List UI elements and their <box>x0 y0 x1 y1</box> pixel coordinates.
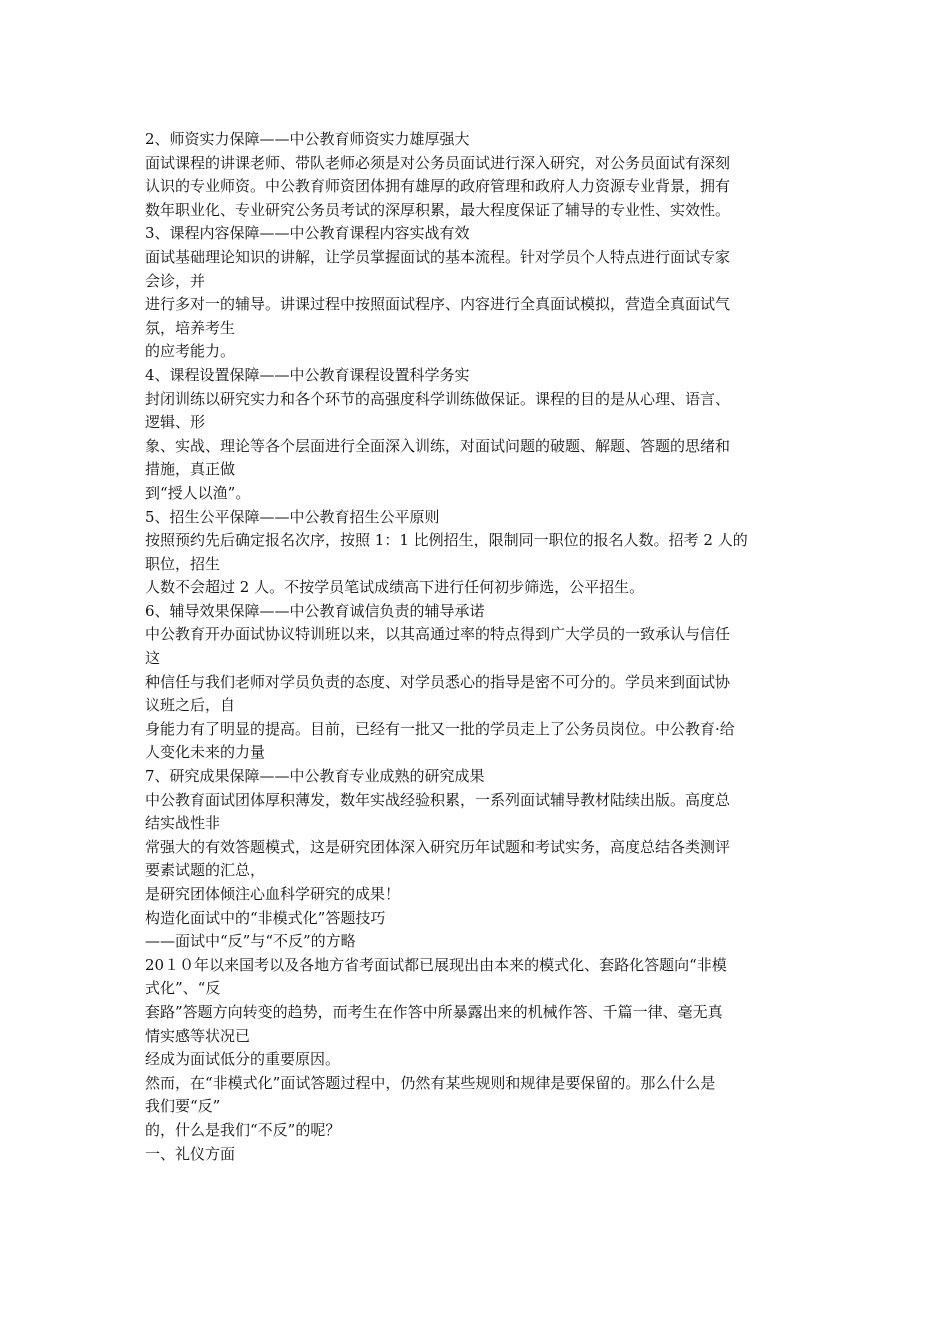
text-line: 经成为面试低分的重要原因。 <box>145 1050 341 1069</box>
text-line: 进行多对一的辅导。讲课过程中按照面试程序、内容进行全真面试模拟，营造全真面试气 <box>145 295 731 314</box>
text-line: ——面试中“反”与“不反”的方略 <box>145 932 356 951</box>
text-line: 的应考能力。 <box>145 342 236 361</box>
text-line: 2、师资实力保障——中公教育师资实力雄厚强大 <box>145 130 470 148</box>
text-line: 象、实战、理论等各个层面进行全面深入训练，对面试问题的破题、解题、答题的思绪和 <box>145 436 731 455</box>
text-line: 身能力有了明显的提高。目前，已经有一批又一批的学员走上了公务员岗位。中公教育·给 <box>145 719 735 738</box>
text-line: 5、招生公平保障——中公教育招生公平原则 <box>145 507 440 526</box>
text-line: 措施，真正做 <box>145 460 236 479</box>
text-line: 氛，培养考生 <box>145 318 236 337</box>
text-line: 封闭训练以研究实力和各个环节的高强度科学训练做保证。课程的目的是从心理、语言、 <box>145 389 731 408</box>
text-line: 议班之后，自 <box>145 696 236 715</box>
text-line: 式化”、“反 <box>145 979 221 998</box>
text-line: 面试基础理论知识的讲解，让学员掌握面试的基本流程。针对学员个人特点进行面试专家 <box>145 247 731 266</box>
text-line: 然而，在“非模式化”面试答题过程中，仍然有某些规则和规律是要保留的。那么什么是 <box>145 1073 716 1092</box>
text-line: 是研究团体倾注心血科学研究的成果！ <box>145 885 401 903</box>
text-line: 4、课程设置保障——中公教育课程设置科学务实 <box>145 365 470 384</box>
text-line: 职位，招生 <box>145 554 221 573</box>
text-line: 我们要“反” <box>145 1097 221 1116</box>
text-line: 中公教育面试团体厚积薄发，数年实战经验积累，一系列面试辅导教材陆续出版。高度总 <box>145 790 731 809</box>
text-line: 6、辅导效果保障——中公教育诚信负责的辅导承诺 <box>145 601 485 620</box>
document-page <box>145 128 810 1166</box>
text-line: 一、礼仪方面 <box>145 1144 236 1163</box>
text-line: 结实战性非 <box>145 814 221 833</box>
text-line: 要素试题的汇总， <box>145 861 266 880</box>
text-line: 20１０年以来国考以及各地方省考面试都已展现出由本来的模式化、套路化答题向“非模 <box>145 955 727 974</box>
text-line: 7、研究成果保障——中公教育专业成熟的研究成果 <box>145 767 485 786</box>
text-line: 面试课程的讲课老师、带队老师必须是对公务员面试进行深入研究，对公务员面试有深刻 <box>145 153 731 172</box>
text-line: 的，什么是我们“不反”的呢？ <box>145 1120 341 1139</box>
text-line: 逻辑、形 <box>145 413 206 432</box>
text-line: 常强大的有效答题模式，这是研究团体深入研究历年试题和考试实务，高度总结各类测评 <box>145 837 731 856</box>
text-line: 情实感等状况已 <box>145 1026 251 1045</box>
text-line: 人变化未来的力量 <box>145 743 266 762</box>
text-line: 到“授人以渔”。 <box>145 483 251 502</box>
text-line: 3、课程内容保障——中公教育课程内容实战有效 <box>145 224 470 243</box>
text-line: 构造化面试中的“非模式化”答题技巧 <box>145 908 386 927</box>
text-line: 人数不会超过 2 人。不按学员笔试成绩高下进行任何初步筛选，公平招生。 <box>145 578 645 597</box>
text-line: 按照预约先后确定报名次序，按照 1：1 比例招生，限制同一职位的报名人数。招考 2 人的 <box>145 531 748 550</box>
text-line: 认识的专业师资。中公教育师资团体拥有雄厚的政府管理和政府人力资源专业背景，拥有 <box>145 177 731 196</box>
text-line: 会诊，并 <box>145 271 206 290</box>
text-line: 套路”答题方向转变的趋势，而考生在作答中所暴露出来的机械作答、千篇一律、毫无真 <box>145 1002 723 1021</box>
text-line: 中公教育开办面试协议特训班以来，以其高通过率的特点得到广大学员的一致承认与信任 <box>145 625 731 644</box>
text-line: 种信任与我们老师对学员负责的态度、对学员悉心的指导是密不可分的。学员来到面试协 <box>145 672 731 691</box>
text-line: 数年职业化、专业研究公务员考试的深厚积累，最大程度保证了辅导的专业性、实效性。 <box>145 200 731 219</box>
text-line: 这 <box>145 649 161 668</box>
